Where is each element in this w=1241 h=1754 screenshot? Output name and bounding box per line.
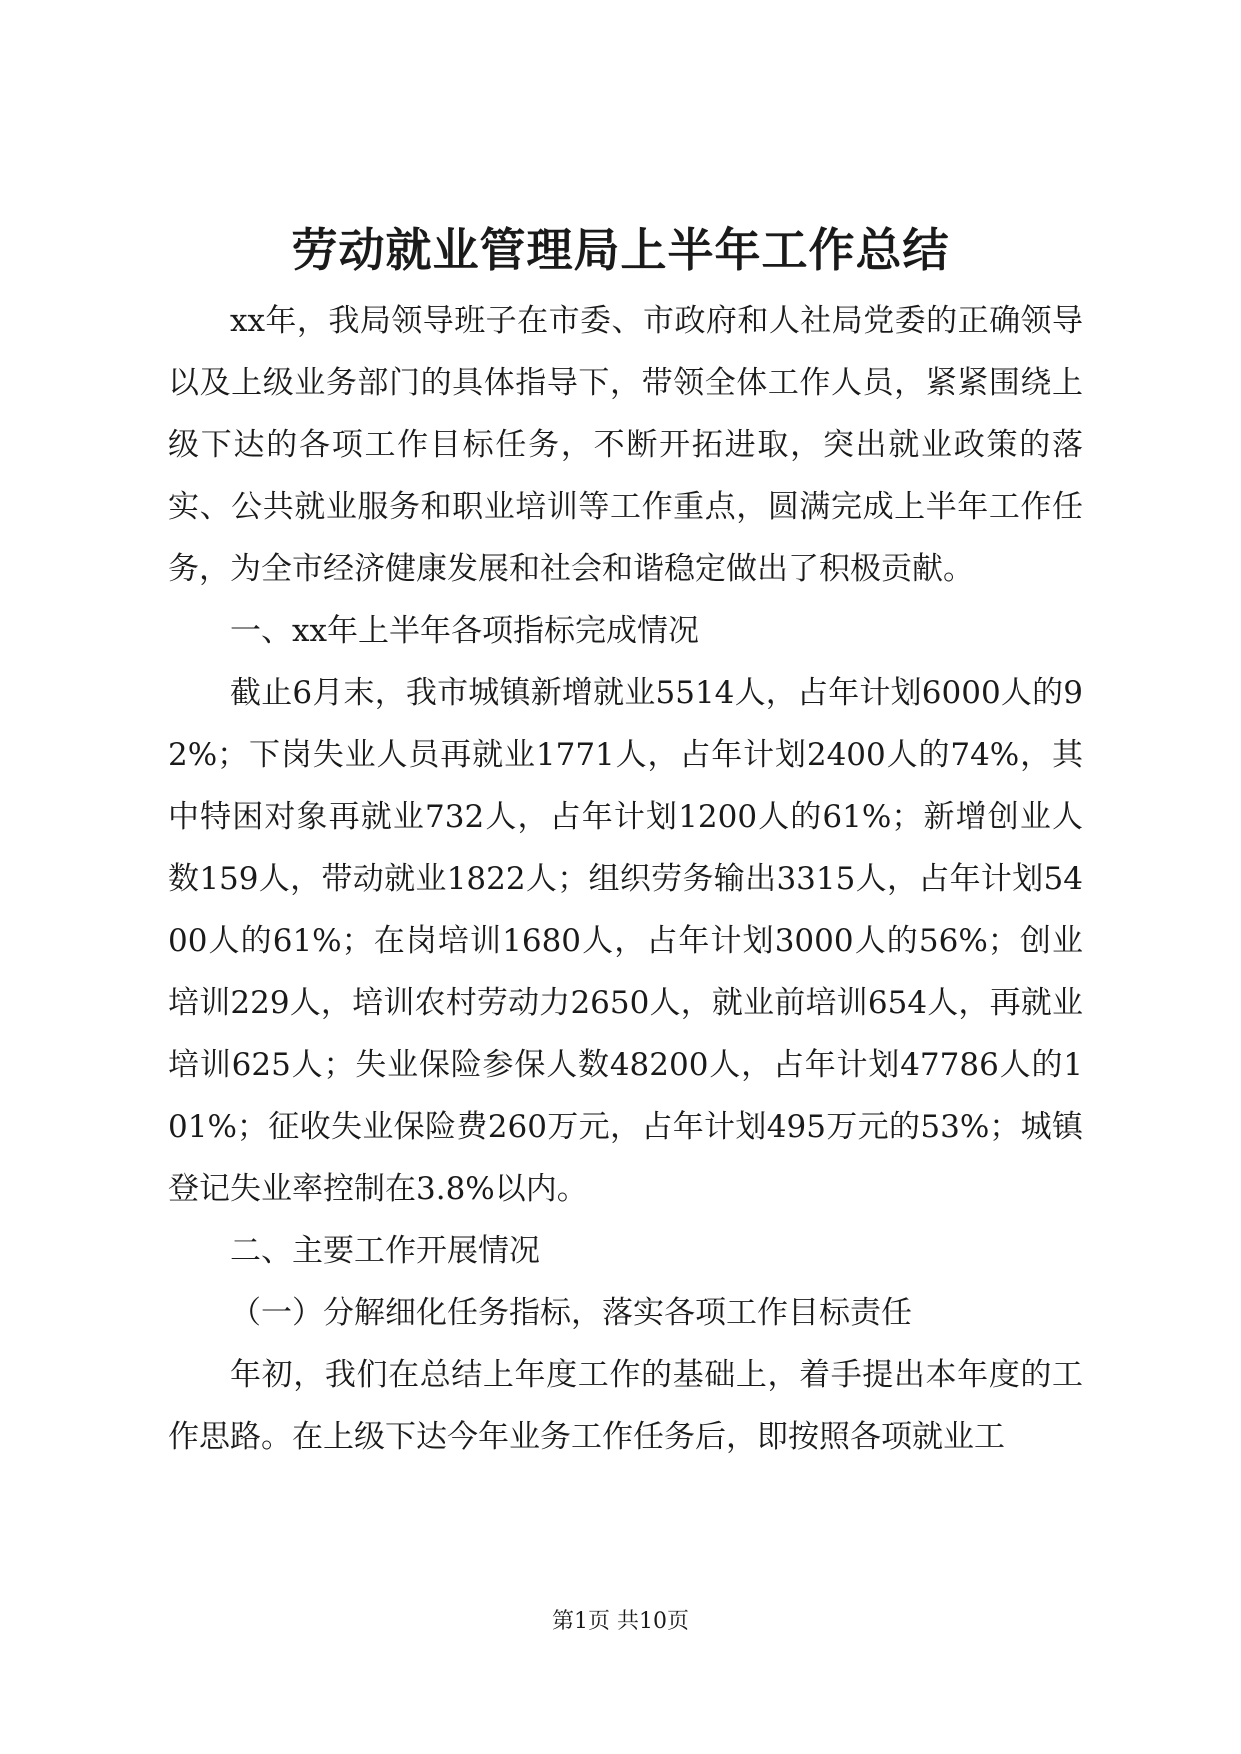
section-heading-1: 一、xx年上半年各项指标完成情况 [230, 613, 699, 649]
document-title: 劳动就业管理局上半年工作总结 [291, 223, 950, 277]
paragraph-intro: xx年，我局领导班子在市委、市政府和人社局党委的正确领导以及上级业务部门的具体指导下，带领全体工作人员，紧紧围绕上级下达的各项工作目标任务，不断开拓进取，突出就业政策的落实、公共就业服务和职业培训等工作重点，圆满完成上半年工作任务，为全市经济健康发展和社会和谐稳定做出了积极贡献。 [168, 303, 1083, 587]
section-heading-2: 二、主要工作开展情况 [230, 1233, 540, 1269]
paragraph-indicators: 截止6月末，我市城镇新增就业5514人，占年计划6000人的92%；下岗失业人员再就业1771人，占年计划2400人的74%，其中特困对象再就业732人，占年计划1200人的61%；新增创业人数159人，带动就业1822人；组织劳务输出3315人，占年计划5400人的61%；在岗培训1680人，占年计划3000人的56%；创业培训229人，培训农村劳动力2650人，就业前培训654人，再就业培训625人；失业保险参保人数48200人，占年计划47786人的101%；征收失业保险费260万元，占年计划495万元的53%；城镇登记失业率控制在3.8%以内。 [168, 675, 1083, 1207]
subsection-heading-1: （一）分解细化任务指标，落实各项工作目标责任 [230, 1295, 912, 1331]
paragraph-work: 年初，我们在总结上年度工作的基础上，着手提出本年度的工作思路。在上级下达今年业务工作任务后，即按照各项就业工 [168, 1357, 1083, 1455]
document-body [168, 290, 1083, 1468]
page-footer: 第1页 共10页 [552, 1609, 689, 1634]
